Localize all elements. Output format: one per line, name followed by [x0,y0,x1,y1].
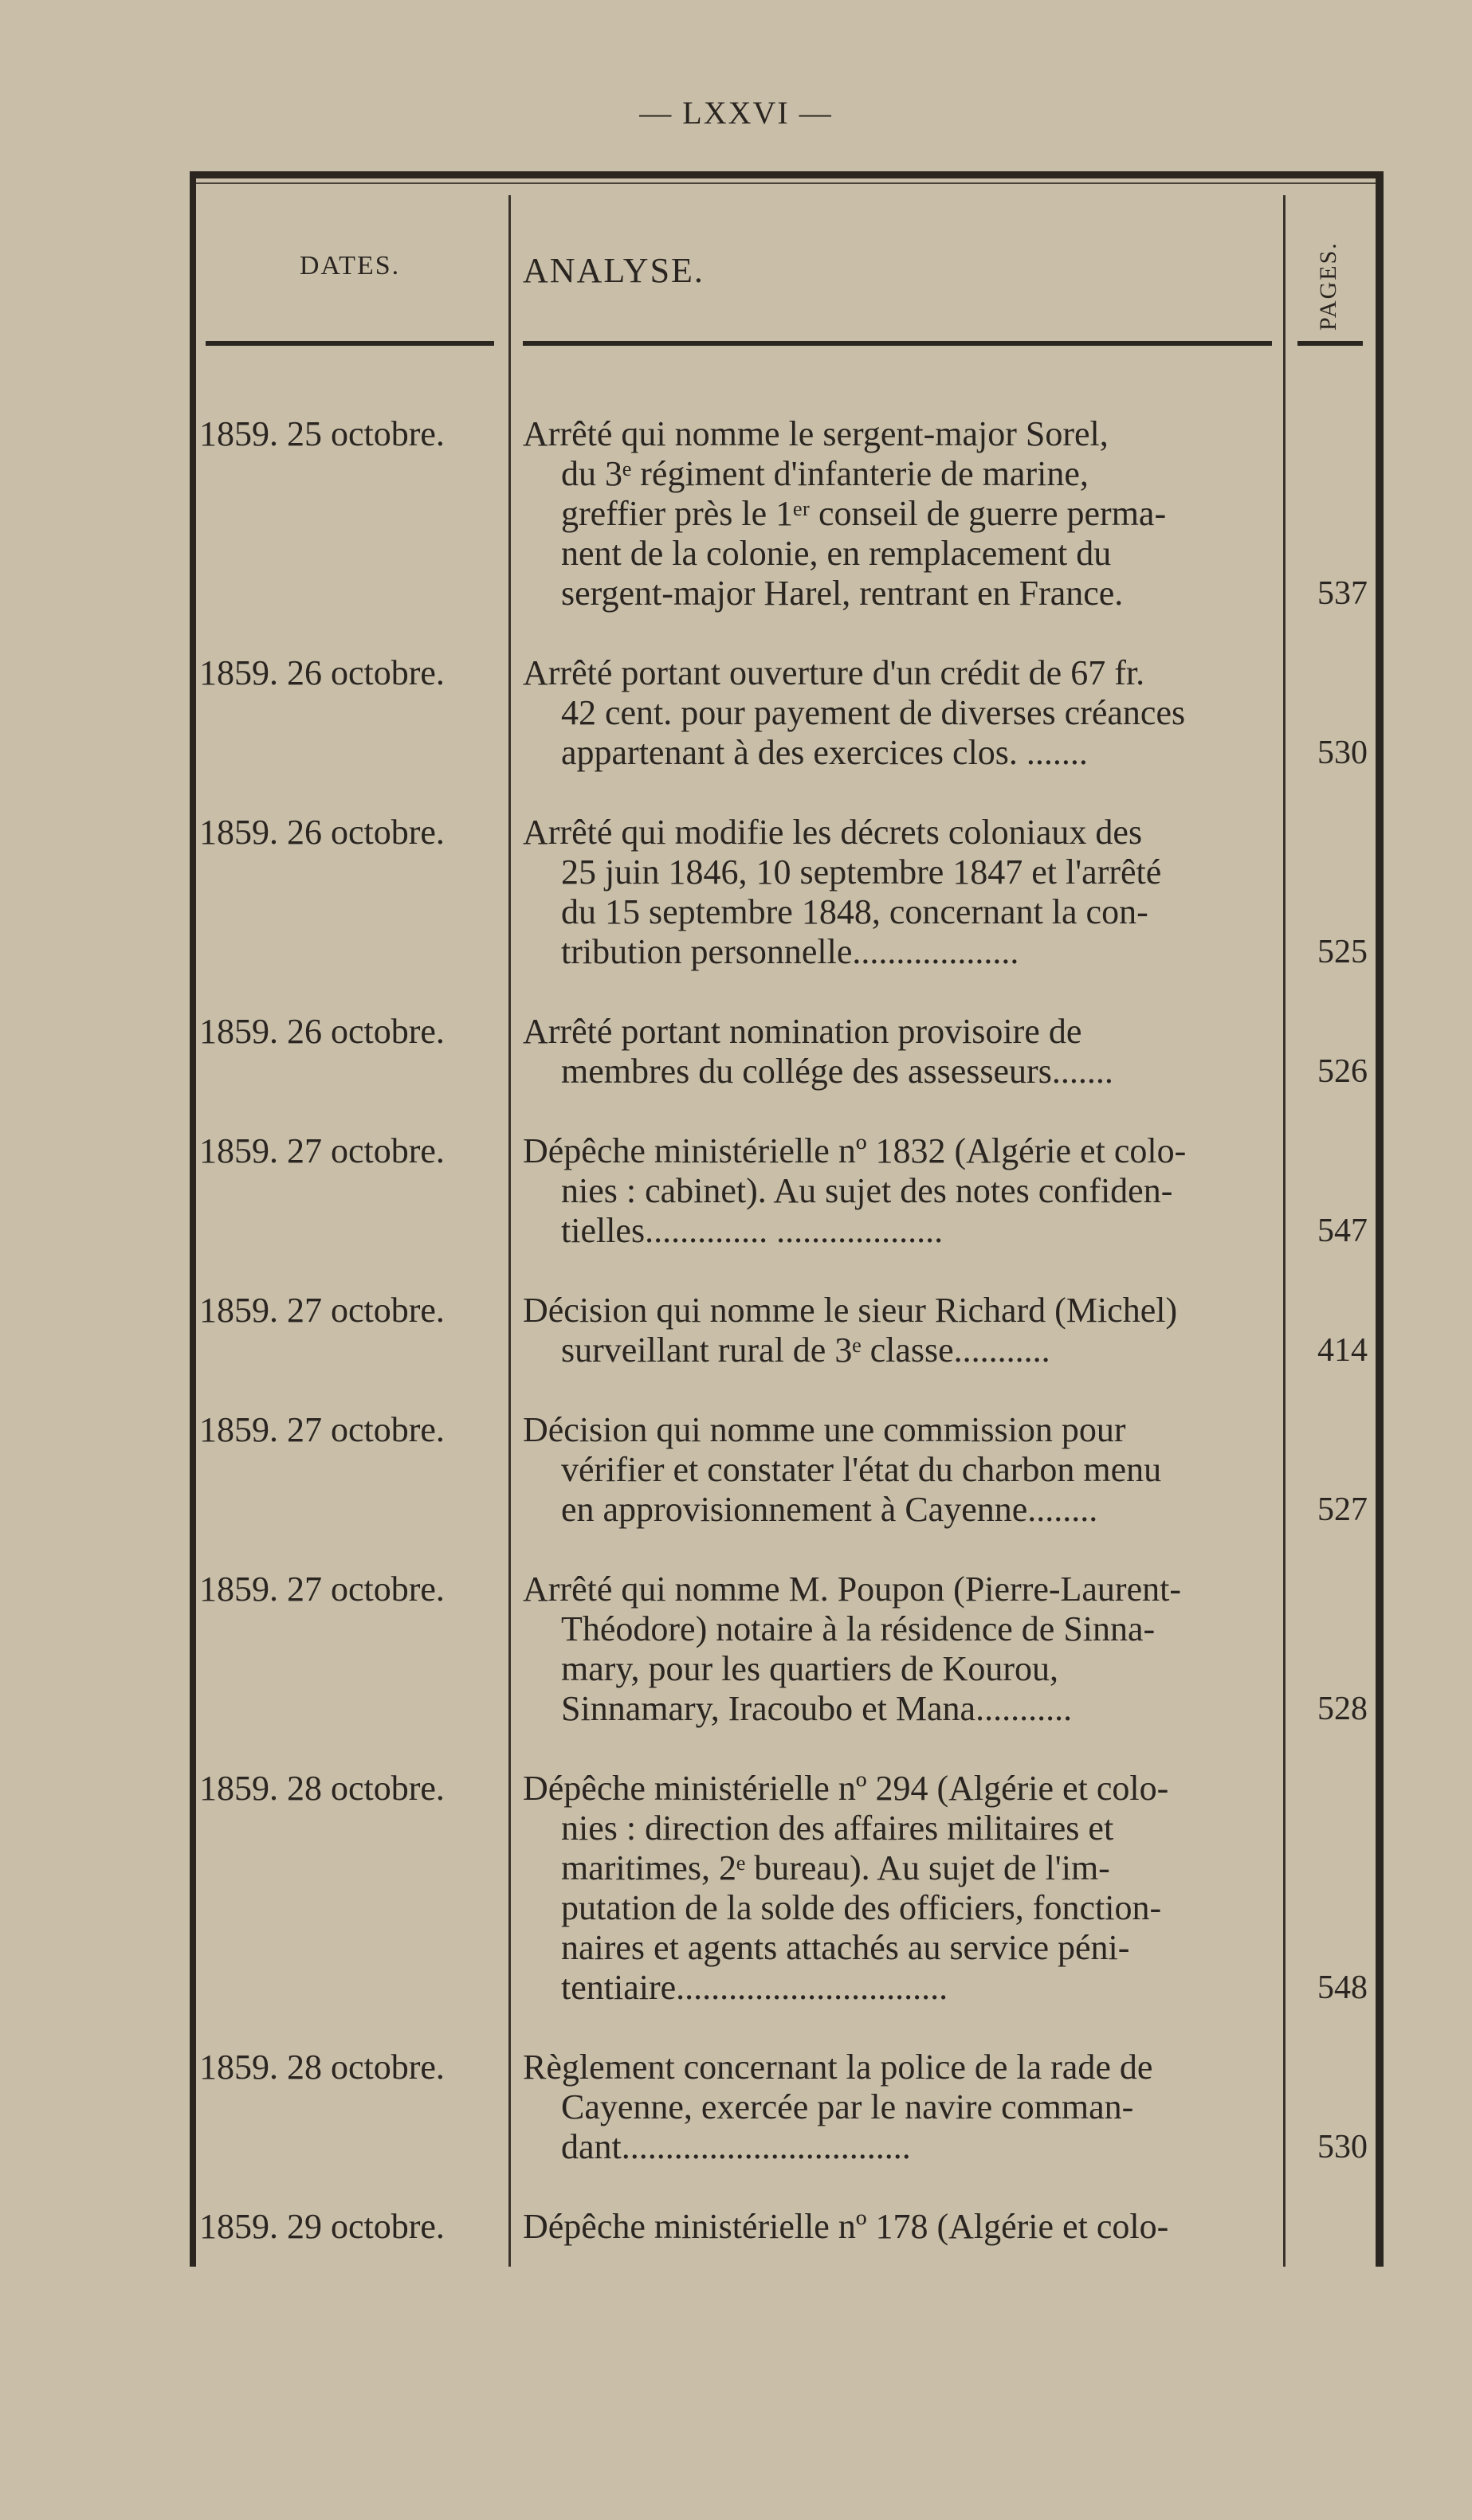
column-header-analyse: ANALYSE. [523,251,705,290]
entry-page-number: 530 [1317,735,1368,771]
entry-page-number: 547 [1317,1213,1368,1249]
analyse-line: Décision qui nomme une commission pour [523,1410,1126,1449]
entry-date: 1859. 27 octobre. [199,1570,445,1609]
analyse-line: membres du collége des assesseurs....... [561,1052,1113,1091]
analyse-line: tielles.............. ................... [561,1211,944,1250]
table-top-rule [190,171,1384,178]
analyse-line: du 15 septembre 1848, concernant la con- [561,892,1148,931]
table-left-border [190,171,196,2267]
analyse-line: vérifier et constater l'état du charbon menu [561,1450,1162,1489]
analyse-line: greffier près le 1ᵉʳ conseil de guerre perma- [561,494,1167,533]
analyse-line: tribution personnelle................... [561,932,1019,971]
entry-analyse [523,2207,1276,2247]
entry-analyse [523,1570,1276,1729]
analyse-line: en approvisionnement à Cayenne........ [561,1490,1098,1529]
index-table [190,171,1384,2267]
analyse-line: Arrêté qui nomme le sergent-major Sorel, [523,414,1109,453]
entry-page-number: 528 [1317,1691,1368,1727]
column-header-dates: DATES. [299,251,401,280]
entry-date: 1859. 27 octobre. [199,1131,445,1170]
page-number-header: — LXXVI — [639,95,833,131]
analyse-line: surveillant rural de 3ᵉ classe........... [561,1331,1050,1370]
analyse-line: 42 cent. pour payement de diverses créances [561,693,1186,732]
analyse-line: putation de la solde des officiers, fonction- [561,1888,1162,1927]
entry-date: 1859. 27 octobre. [199,1410,445,1449]
column-header-pages: PAGES. [1315,241,1341,331]
entry-date: 1859. 28 octobre. [199,2048,445,2087]
entry-analyse [523,2048,1276,2167]
analyse-line: Dépêche ministérielle nº 294 (Algérie et colo- [523,1769,1169,1808]
entry-date: 1859. 29 octobre. [199,2207,445,2246]
analyse-line: Décision qui nomme le sieur Richard (Michel) [523,1291,1178,1330]
analyse-line: mary, pour les quartiers de Kourou, [561,1649,1058,1688]
entry-analyse [523,1410,1276,1530]
analyse-line: tentiaire............................... [561,1968,948,2007]
analyse-line: nies : cabinet). Au sujet des notes confiden- [561,1171,1173,1210]
entry-date: 1859. 26 octobre. [199,1012,445,1051]
table-right-border [1376,171,1384,2267]
entry-analyse [523,813,1276,972]
analyse-line: nies : direction des affaires militaires et [561,1809,1114,1848]
entry-date: 1859. 25 octobre. [199,414,445,453]
analyse-line: 25 juin 1846, 10 septembre 1847 et l'arrêté [561,852,1162,892]
entry-date: 1859. 28 octobre. [199,1769,445,1808]
analyse-line: sergent-major Harel, rentrant en France. [561,574,1124,613]
entry-page-number: 537 [1317,575,1368,612]
analyse-line: dant................................. [561,2127,911,2166]
entry-date: 1859. 26 octobre. [199,653,445,692]
header-separator-pages [1297,341,1363,346]
analyse-line: nent de la colonie, en remplacement du [561,534,1112,573]
analyse-line: appartenant à des exercices clos. ....... [561,733,1088,772]
column-divider-dates [508,195,511,2267]
entry-page-number: 527 [1317,1491,1368,1528]
table-top-thin-rule [190,182,1384,184]
entry-page-number: 530 [1317,2129,1368,2165]
analyse-line: naires et agents attachés au service péni- [561,1928,1130,1967]
entry-page-number: 548 [1317,1969,1368,2006]
entry-page-number: 526 [1317,1053,1368,1090]
entry-page-number: 525 [1317,934,1368,970]
analyse-line: du 3ᵉ régiment d'infanterie de marine, [561,454,1089,493]
analyse-line: Arrêté qui nomme M. Poupon (Pierre-Laurent- [523,1570,1181,1609]
header-separator-dates [206,341,494,346]
analyse-line: Arrêté portant nomination provisoire de [523,1012,1082,1051]
entry-analyse [523,1012,1276,1091]
analyse-line: Arrêté portant ouverture d'un crédit de 67 fr. [523,653,1145,692]
entry-analyse [523,1291,1276,1370]
analyse-line: Règlement concernant la police de la rade de [523,2048,1153,2087]
analyse-line: Arrêté qui modifie les décrets coloniaux des [523,813,1143,852]
header-separator-analyse [523,341,1272,346]
entry-date: 1859. 26 octobre. [199,813,445,852]
analyse-line: Dépêche ministérielle nº 178 (Algérie et colo- [523,2207,1169,2246]
entry-page-number: 414 [1317,1332,1368,1369]
analyse-line: Dépêche ministérielle nº 1832 (Algérie et colo- [523,1131,1187,1170]
analyse-line: maritimes, 2ᵉ bureau). Au sujet de l'im- [561,1848,1110,1887]
entry-analyse [523,653,1276,773]
analyse-line: Théodore) notaire à la résidence de Sinna- [561,1609,1156,1648]
analyse-line: Cayenne, exercée par le navire comman- [561,2087,1134,2126]
entry-analyse [523,414,1276,613]
entry-analyse [523,1131,1276,1251]
column-divider-analyse [1283,195,1286,2267]
analyse-line: Sinnamary, Iracoubo et Mana........... [561,1689,1073,1728]
entry-analyse [523,1769,1276,2008]
entry-date: 1859. 27 octobre. [199,1291,445,1330]
